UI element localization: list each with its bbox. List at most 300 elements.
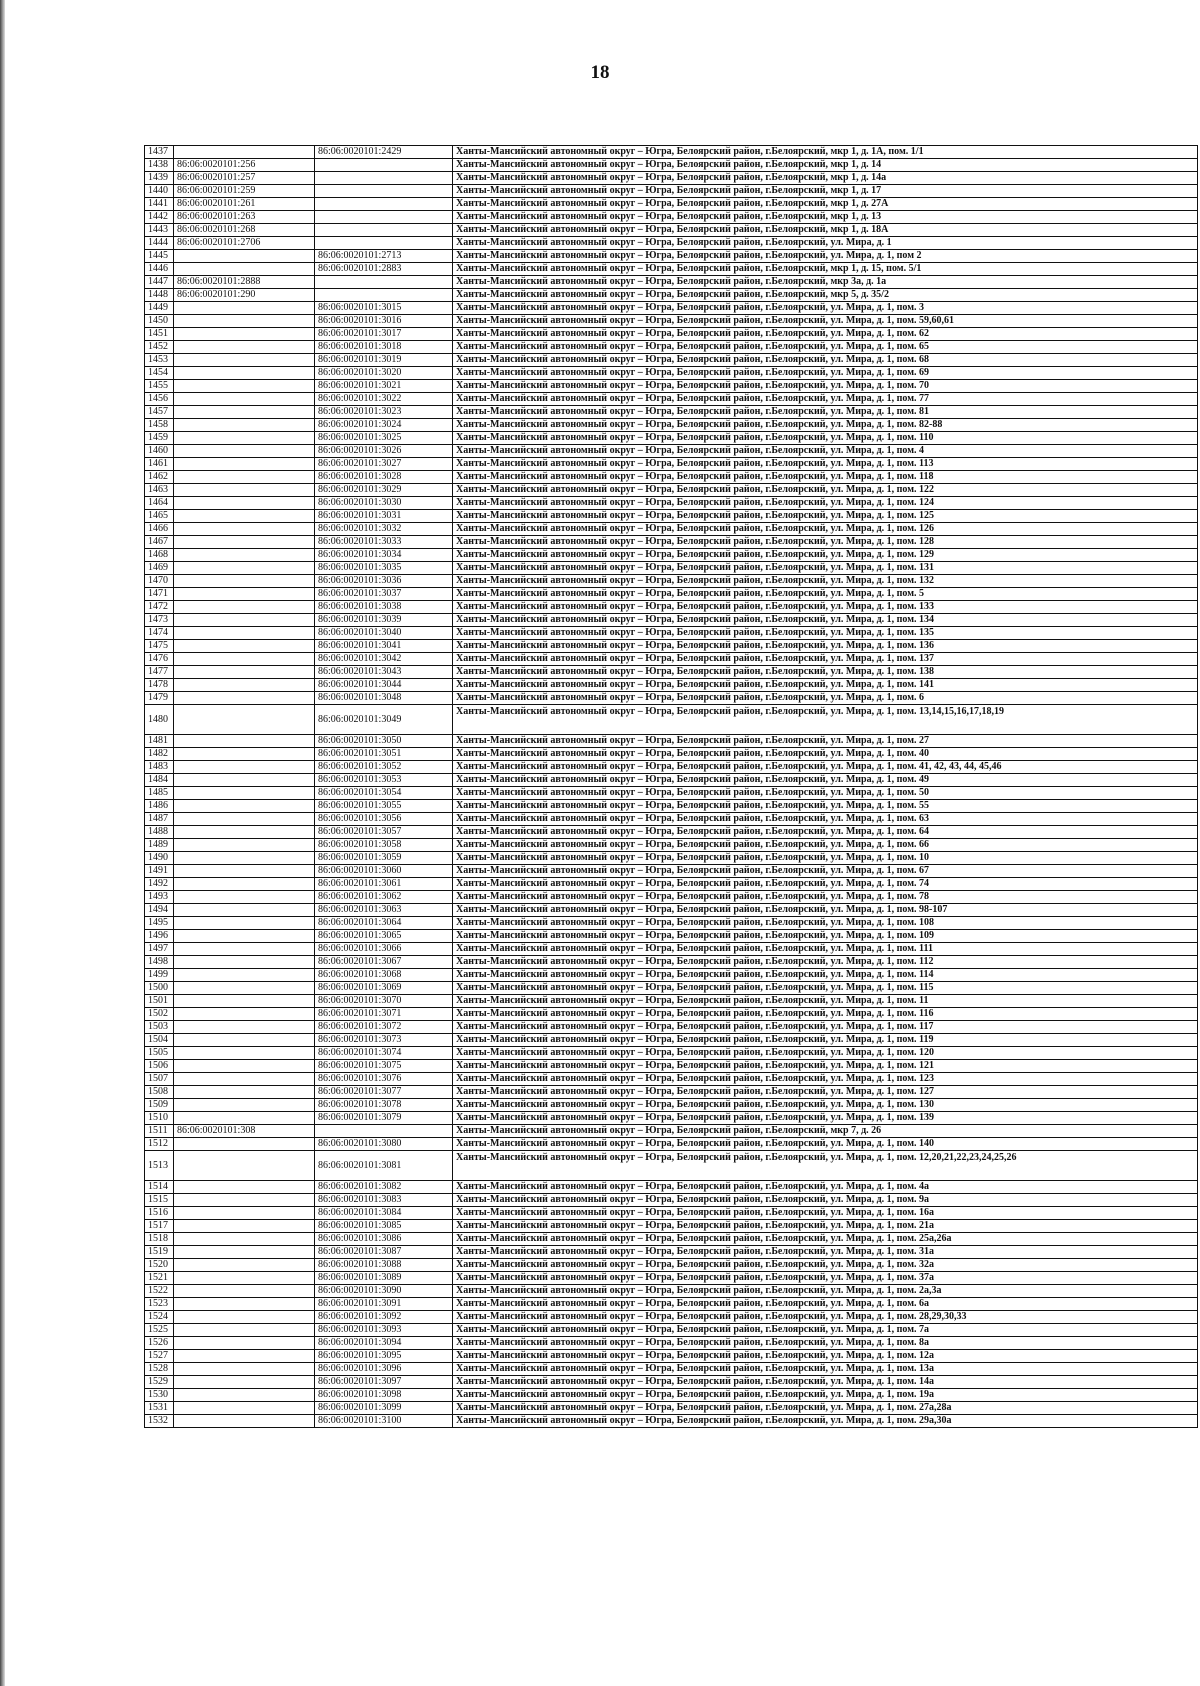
row-number-cell: 1492: [145, 878, 174, 891]
address-cell: Ханты-Мансийский автономный округ – Югра, Белоярский район, г.Белоярский, ул. Мира, д. 1, пом 2: [453, 250, 1198, 263]
table-row: [145, 735, 1198, 748]
land-cadastral-number-cell: [174, 748, 315, 761]
row-number-cell: 1447: [145, 276, 174, 289]
land-cadastral-number-cell: [174, 666, 315, 679]
premises-cadastral-number-cell: 86:06:0020101:3051: [315, 748, 453, 761]
land-cadastral-number-cell: [174, 510, 315, 523]
table-row: [145, 1181, 1198, 1194]
table-row: [145, 1194, 1198, 1207]
table-row: [145, 1021, 1198, 1034]
table-row: [145, 328, 1198, 341]
land-cadastral-number-cell: [174, 328, 315, 341]
land-cadastral-number-cell: [174, 315, 315, 328]
address-cell: Ханты-Мансийский автономный округ – Югра, Белоярский район, г.Белоярский, мкр 5, д. 35/2: [453, 289, 1198, 302]
premises-cadastral-number-cell: 86:06:0020101:3076: [315, 1073, 453, 1086]
address-cell: Ханты-Мансийский автономный округ – Югра, Белоярский район, г.Белоярский, ул. Мира, д. 1, пом. 12а: [453, 1350, 1198, 1363]
address-cell: Ханты-Мансийский автономный округ – Югра, Белоярский район, г.Белоярский, мкр 1, д. 27А: [453, 198, 1198, 211]
premises-cadastral-number-cell: 86:06:0020101:3015: [315, 302, 453, 315]
table-row: [145, 956, 1198, 969]
table-row: [145, 1060, 1198, 1073]
row-number-cell: 1506: [145, 1060, 174, 1073]
premises-cadastral-number-cell: 86:06:0020101:3032: [315, 523, 453, 536]
address-cell: Ханты-Мансийский автономный округ – Югра, Белоярский район, г.Белоярский, ул. Мира, д. 1, пом. 55: [453, 800, 1198, 813]
address-cell: Ханты-Мансийский автономный округ – Югра, Белоярский район, г.Белоярский, мкр 1, д. 14: [453, 159, 1198, 172]
row-number-cell: 1522: [145, 1285, 174, 1298]
table-row: [145, 419, 1198, 432]
premises-cadastral-number-cell: 86:06:0020101:3087: [315, 1246, 453, 1259]
row-number-cell: 1472: [145, 601, 174, 614]
land-cadastral-number-cell: [174, 1086, 315, 1099]
premises-cadastral-number-cell: 86:06:0020101:3084: [315, 1207, 453, 1220]
table-row: [145, 826, 1198, 839]
row-number-cell: 1503: [145, 1021, 174, 1034]
row-number-cell: 1441: [145, 198, 174, 211]
table-row: [145, 211, 1198, 224]
premises-cadastral-number-cell: 86:06:0020101:3069: [315, 982, 453, 995]
table-row: [145, 1099, 1198, 1112]
address-cell: Ханты-Мансийский автономный округ – Югра, Белоярский район, г.Белоярский, ул. Мира, д. 1, пом. 50: [453, 787, 1198, 800]
address-cell: Ханты-Мансийский автономный округ – Югра, Белоярский район, г.Белоярский, ул. Мира, д. 1, пом. 137: [453, 653, 1198, 666]
land-cadastral-number-cell: [174, 761, 315, 774]
table-row: [145, 1112, 1198, 1125]
address-cell: Ханты-Мансийский автономный округ – Югра, Белоярский район, г.Белоярский, ул. Мира, д. 1, пом. 114: [453, 969, 1198, 982]
premises-cadastral-number-cell: 86:06:0020101:3030: [315, 497, 453, 510]
land-cadastral-number-cell: [174, 969, 315, 982]
premises-cadastral-number-cell: 86:06:0020101:3041: [315, 640, 453, 653]
address-cell: Ханты-Мансийский автономный округ – Югра, Белоярский район, г.Белоярский, ул. Мира, д. 1, пом. 41, 42, 43, 44, 45,46: [453, 761, 1198, 774]
table-row: [145, 640, 1198, 653]
address-cell: Ханты-Мансийский автономный округ – Югра, Белоярский район, г.Белоярский, ул. Мира, д. 1, пом. 130: [453, 1099, 1198, 1112]
address-cell: Ханты-Мансийский автономный округ – Югра, Белоярский район, г.Белоярский, ул. Мира, д. 1, пом. 118: [453, 471, 1198, 484]
table-row: [145, 575, 1198, 588]
row-number-cell: 1479: [145, 692, 174, 705]
table-row: [145, 614, 1198, 627]
table-row: [145, 852, 1198, 865]
address-cell: Ханты-Мансийский автономный округ – Югра, Белоярский район, г.Белоярский, ул. Мира, д. 1, пом. 7а: [453, 1324, 1198, 1337]
address-cell: Ханты-Мансийский автономный округ – Югра, Белоярский район, г.Белоярский, ул. Мира, д. 1, пом. 19а: [453, 1389, 1198, 1402]
land-cadastral-number-cell: [174, 1099, 315, 1112]
table-row: [145, 315, 1198, 328]
address-cell: Ханты-Мансийский автономный округ – Югра, Белоярский район, г.Белоярский, ул. Мира, д. 1, пом. 117: [453, 1021, 1198, 1034]
page-number: 18: [590, 62, 610, 83]
table-row: [145, 943, 1198, 956]
row-number-cell: 1513: [145, 1151, 174, 1181]
address-cell: Ханты-Мансийский автономный округ – Югра, Белоярский район, г.Белоярский, ул. Мира, д. 1, пом. 110: [453, 432, 1198, 445]
row-number-cell: 1490: [145, 852, 174, 865]
address-cell: Ханты-Мансийский автономный округ – Югра, Белоярский район, г.Белоярский, ул. Мира, д. 1, пом. 125: [453, 510, 1198, 523]
premises-cadastral-number-cell: 86:06:0020101:3040: [315, 627, 453, 640]
table-row: [145, 995, 1198, 1008]
address-cell: Ханты-Мансийский автономный округ – Югра, Белоярский район, г.Белоярский, ул. Мира, д. 1, пом. 120: [453, 1047, 1198, 1060]
row-number-cell: 1482: [145, 748, 174, 761]
land-cadastral-number-cell: 86:06:0020101:290: [174, 289, 315, 302]
premises-cadastral-number-cell: 86:06:0020101:3039: [315, 614, 453, 627]
address-cell: Ханты-Мансийский автономный округ – Югра, Белоярский район, г.Белоярский, ул. Мира, д. 1, пом. 131: [453, 562, 1198, 575]
land-cadastral-number-cell: [174, 1233, 315, 1246]
premises-cadastral-number-cell: 86:06:0020101:3035: [315, 562, 453, 575]
land-cadastral-number-cell: [174, 800, 315, 813]
row-number-cell: 1442: [145, 211, 174, 224]
premises-cadastral-number-cell: 86:06:0020101:3067: [315, 956, 453, 969]
land-cadastral-number-cell: [174, 1112, 315, 1125]
land-cadastral-number-cell: [174, 146, 315, 159]
premises-cadastral-number-cell: 86:06:0020101:3057: [315, 826, 453, 839]
row-number-cell: 1521: [145, 1272, 174, 1285]
row-number-cell: 1493: [145, 891, 174, 904]
premises-cadastral-number-cell: 86:06:0020101:3022: [315, 393, 453, 406]
row-number-cell: 1499: [145, 969, 174, 982]
table-row: [145, 891, 1198, 904]
row-number-cell: 1530: [145, 1389, 174, 1402]
premises-cadastral-number-cell: 86:06:0020101:3025: [315, 432, 453, 445]
table-row: [145, 692, 1198, 705]
row-number-cell: 1514: [145, 1181, 174, 1194]
table-row: [145, 458, 1198, 471]
premises-cadastral-number-cell: 86:06:0020101:3023: [315, 406, 453, 419]
address-cell: Ханты-Мансийский автономный округ – Югра, Белоярский район, г.Белоярский, ул. Мира, д. 1, пом. 111: [453, 943, 1198, 956]
table-row: [145, 1073, 1198, 1086]
address-cell: Ханты-Мансийский автономный округ – Югра, Белоярский район, г.Белоярский, мкр 1, д. 1А, пом. 1/1: [453, 146, 1198, 159]
land-cadastral-number-cell: [174, 653, 315, 666]
land-cadastral-number-cell: [174, 406, 315, 419]
address-cell: Ханты-Мансийский автономный округ – Югра, Белоярский район, г.Белоярский, ул. Мира, д. 1, пом. 63: [453, 813, 1198, 826]
table-row: [145, 432, 1198, 445]
address-cell: Ханты-Мансийский автономный округ – Югра, Белоярский район, г.Белоярский, ул. Мира, д. 1, пом. 82-88: [453, 419, 1198, 432]
table-row: [145, 1138, 1198, 1151]
table-row: [145, 1298, 1198, 1311]
table-row: [145, 588, 1198, 601]
land-cadastral-number-cell: [174, 705, 315, 735]
address-cell: Ханты-Мансийский автономный округ – Югра, Белоярский район, г.Белоярский, ул. Мира, д. 1, пом. 139: [453, 1112, 1198, 1125]
premises-cadastral-number-cell: [315, 159, 453, 172]
row-number-cell: 1524: [145, 1311, 174, 1324]
land-cadastral-number-cell: [174, 1272, 315, 1285]
premises-cadastral-number-cell: 86:06:0020101:3083: [315, 1194, 453, 1207]
row-number-cell: 1470: [145, 575, 174, 588]
row-number-cell: 1478: [145, 679, 174, 692]
table-row: [145, 562, 1198, 575]
premises-cadastral-number-cell: 86:06:0020101:2713: [315, 250, 453, 263]
address-cell: Ханты-Мансийский автономный округ – Югра, Белоярский район, г.Белоярский, ул. Мира, д. 1, пом. 59,60,61: [453, 315, 1198, 328]
table-row: [145, 666, 1198, 679]
land-cadastral-number-cell: [174, 250, 315, 263]
premises-cadastral-number-cell: [315, 211, 453, 224]
premises-cadastral-number-cell: 86:06:0020101:3078: [315, 1099, 453, 1112]
land-cadastral-number-cell: [174, 1220, 315, 1233]
land-cadastral-number-cell: [174, 1246, 315, 1259]
premises-cadastral-number-cell: [315, 198, 453, 211]
table-row: [145, 1207, 1198, 1220]
table-row: [145, 341, 1198, 354]
land-cadastral-number-cell: [174, 982, 315, 995]
address-cell: Ханты-Мансийский автономный округ – Югра, Белоярский район, г.Белоярский, ул. Мира, д. 1, пом. 126: [453, 523, 1198, 536]
row-number-cell: 1445: [145, 250, 174, 263]
land-cadastral-number-cell: [174, 1324, 315, 1337]
row-number-cell: 1440: [145, 185, 174, 198]
premises-cadastral-number-cell: 86:06:0020101:2429: [315, 146, 453, 159]
row-number-cell: 1459: [145, 432, 174, 445]
address-cell: Ханты-Мансийский автономный округ – Югра, Белоярский район, г.Белоярский, ул. Мира, д. 1, пом. 68: [453, 354, 1198, 367]
premises-cadastral-number-cell: 86:06:0020101:3080: [315, 1138, 453, 1151]
row-number-cell: 1488: [145, 826, 174, 839]
address-cell: Ханты-Мансийский автономный округ – Югра, Белоярский район, г.Белоярский, мкр 7, д. 26: [453, 1125, 1198, 1138]
row-number-cell: 1473: [145, 614, 174, 627]
row-number-cell: 1477: [145, 666, 174, 679]
table-row: [145, 904, 1198, 917]
land-cadastral-number-cell: [174, 1337, 315, 1350]
row-number-cell: 1455: [145, 380, 174, 393]
address-cell: Ханты-Мансийский автономный округ – Югра, Белоярский район, г.Белоярский, ул. Мира, д. 1, пом. 3: [453, 302, 1198, 315]
premises-cadastral-number-cell: 86:06:0020101:3016: [315, 315, 453, 328]
premises-cadastral-number-cell: 86:06:0020101:3018: [315, 341, 453, 354]
land-cadastral-number-cell: [174, 341, 315, 354]
land-cadastral-number-cell: [174, 692, 315, 705]
address-cell: Ханты-Мансийский автономный округ – Югра, Белоярский район, г.Белоярский, ул. Мира, д. 1, пом. 136: [453, 640, 1198, 653]
table-row: [145, 263, 1198, 276]
table-row: [145, 497, 1198, 510]
premises-cadastral-number-cell: 86:06:0020101:3036: [315, 575, 453, 588]
row-number-cell: 1528: [145, 1363, 174, 1376]
row-number-cell: 1507: [145, 1073, 174, 1086]
premises-cadastral-number-cell: 86:06:0020101:3033: [315, 536, 453, 549]
row-number-cell: 1485: [145, 787, 174, 800]
land-cadastral-number-cell: [174, 1034, 315, 1047]
land-cadastral-number-cell: [174, 878, 315, 891]
land-cadastral-number-cell: [174, 1047, 315, 1060]
land-cadastral-number-cell: [174, 497, 315, 510]
land-cadastral-number-cell: [174, 458, 315, 471]
table-row: [145, 705, 1198, 735]
row-number-cell: 1504: [145, 1034, 174, 1047]
row-number-cell: 1491: [145, 865, 174, 878]
land-cadastral-number-cell: [174, 1376, 315, 1389]
table-row: [145, 250, 1198, 263]
address-cell: Ханты-Мансийский автономный округ – Югра, Белоярский район, г.Белоярский, ул. Мира, д. 1, пом. 135: [453, 627, 1198, 640]
premises-cadastral-number-cell: 86:06:0020101:3060: [315, 865, 453, 878]
table-row: [145, 969, 1198, 982]
row-number-cell: 1505: [145, 1047, 174, 1060]
land-cadastral-number-cell: [174, 536, 315, 549]
land-cadastral-number-cell: [174, 445, 315, 458]
premises-cadastral-number-cell: 86:06:0020101:3062: [315, 891, 453, 904]
premises-cadastral-number-cell: 86:06:0020101:3049: [315, 705, 453, 735]
row-number-cell: 1481: [145, 735, 174, 748]
land-cadastral-number-cell: [174, 735, 315, 748]
premises-cadastral-number-cell: 86:06:0020101:3028: [315, 471, 453, 484]
address-cell: Ханты-Мансийский автономный округ – Югра, Белоярский район, г.Белоярский, ул. Мира, д. 1, пом. 9а: [453, 1194, 1198, 1207]
premises-cadastral-number-cell: 86:06:0020101:3044: [315, 679, 453, 692]
premises-cadastral-number-cell: 86:06:0020101:3058: [315, 839, 453, 852]
table-row: [145, 679, 1198, 692]
table-row: [145, 1350, 1198, 1363]
premises-cadastral-number-cell: 86:06:0020101:3086: [315, 1233, 453, 1246]
premises-cadastral-number-cell: [315, 276, 453, 289]
table-row: [145, 1086, 1198, 1099]
table-row: [145, 865, 1198, 878]
premises-cadastral-number-cell: 86:06:0020101:3052: [315, 761, 453, 774]
premises-cadastral-number-cell: 86:06:0020101:3090: [315, 1285, 453, 1298]
table-row: [145, 1415, 1198, 1428]
table-row: [145, 878, 1198, 891]
register-table: [144, 145, 1198, 1428]
premises-cadastral-number-cell: 86:06:0020101:3100: [315, 1415, 453, 1428]
address-cell: Ханты-Мансийский автономный округ – Югра, Белоярский район, г.Белоярский, ул. Мира, д. 1, пом. 49: [453, 774, 1198, 787]
row-number-cell: 1450: [145, 315, 174, 328]
land-cadastral-number-cell: [174, 839, 315, 852]
premises-cadastral-number-cell: [315, 224, 453, 237]
premises-cadastral-number-cell: 86:06:0020101:3054: [315, 787, 453, 800]
premises-cadastral-number-cell: 86:06:0020101:3059: [315, 852, 453, 865]
land-cadastral-number-cell: [174, 263, 315, 276]
table-row: [145, 627, 1198, 640]
row-number-cell: 1489: [145, 839, 174, 852]
land-cadastral-number-cell: [174, 1298, 315, 1311]
table-row: [145, 523, 1198, 536]
premises-cadastral-number-cell: 86:06:0020101:3031: [315, 510, 453, 523]
table-row: [145, 471, 1198, 484]
row-number-cell: 1471: [145, 588, 174, 601]
premises-cadastral-number-cell: [315, 1125, 453, 1138]
row-number-cell: 1464: [145, 497, 174, 510]
row-number-cell: 1462: [145, 471, 174, 484]
land-cadastral-number-cell: [174, 588, 315, 601]
row-number-cell: 1480: [145, 705, 174, 735]
address-cell: Ханты-Мансийский автономный округ – Югра, Белоярский район, г.Белоярский, ул. Мира, д. 1, пом. 21а: [453, 1220, 1198, 1233]
row-number-cell: 1497: [145, 943, 174, 956]
address-cell: Ханты-Мансийский автономный округ – Югра, Белоярский район, г.Белоярский, ул. Мира, д. 1, пом. 74: [453, 878, 1198, 891]
table-row: [145, 289, 1198, 302]
address-cell: Ханты-Мансийский автономный округ – Югра, Белоярский район, г.Белоярский, ул. Мира, д. 1, пом. 134: [453, 614, 1198, 627]
address-cell: Ханты-Мансийский автономный округ – Югра, Белоярский район, г.Белоярский, ул. Мира, д. 1, пом. 6: [453, 692, 1198, 705]
premises-cadastral-number-cell: 86:06:0020101:3063: [315, 904, 453, 917]
land-cadastral-number-cell: [174, 575, 315, 588]
land-cadastral-number-cell: 86:06:0020101:308: [174, 1125, 315, 1138]
premises-cadastral-number-cell: 86:06:0020101:3055: [315, 800, 453, 813]
land-cadastral-number-cell: [174, 354, 315, 367]
address-cell: Ханты-Мансийский автономный округ – Югра, Белоярский район, г.Белоярский, ул. Мира, д. 1, пом. 138: [453, 666, 1198, 679]
land-cadastral-number-cell: [174, 1073, 315, 1086]
table-row: [145, 484, 1198, 497]
land-cadastral-number-cell: [174, 432, 315, 445]
address-cell: Ханты-Мансийский автономный округ – Югра, Белоярский район, г.Белоярский, ул. Мира, д. 1, пом. 77: [453, 393, 1198, 406]
land-cadastral-number-cell: [174, 484, 315, 497]
premises-cadastral-number-cell: 86:06:0020101:3053: [315, 774, 453, 787]
land-cadastral-number-cell: [174, 1207, 315, 1220]
land-cadastral-number-cell: 86:06:0020101:257: [174, 172, 315, 185]
table-row: [145, 1324, 1198, 1337]
row-number-cell: 1466: [145, 523, 174, 536]
address-cell: Ханты-Мансийский автономный округ – Югра, Белоярский район, г.Белоярский, мкр 1, д. 18А: [453, 224, 1198, 237]
row-number-cell: 1511: [145, 1125, 174, 1138]
premises-cadastral-number-cell: 86:06:0020101:3070: [315, 995, 453, 1008]
address-cell: Ханты-Мансийский автономный округ – Югра, Белоярский район, г.Белоярский, ул. Мира, д. 1, пом. 65: [453, 341, 1198, 354]
premises-cadastral-number-cell: 86:06:0020101:3068: [315, 969, 453, 982]
land-cadastral-number-cell: [174, 865, 315, 878]
land-cadastral-number-cell: [174, 471, 315, 484]
row-number-cell: 1525: [145, 1324, 174, 1337]
row-number-cell: 1474: [145, 627, 174, 640]
address-cell: Ханты-Мансийский автономный округ – Югра, Белоярский район, г.Белоярский, ул. Мира, д. 1, пом. 62: [453, 328, 1198, 341]
row-number-cell: 1498: [145, 956, 174, 969]
row-number-cell: 1531: [145, 1402, 174, 1415]
address-cell: Ханты-Мансийский автономный округ – Югра, Белоярский район, г.Белоярский, ул. Мира, д. 1, пом. 32а: [453, 1259, 1198, 1272]
land-cadastral-number-cell: [174, 523, 315, 536]
land-cadastral-number-cell: [174, 601, 315, 614]
land-cadastral-number-cell: [174, 1311, 315, 1324]
premises-cadastral-number-cell: [315, 289, 453, 302]
land-cadastral-number-cell: [174, 956, 315, 969]
premises-cadastral-number-cell: 86:06:0020101:3093: [315, 1324, 453, 1337]
table-row: [145, 1034, 1198, 1047]
row-number-cell: 1469: [145, 562, 174, 575]
table-row: [145, 1246, 1198, 1259]
premises-cadastral-number-cell: 86:06:0020101:3019: [315, 354, 453, 367]
address-cell: Ханты-Мансийский автономный округ – Югра, Белоярский район, г.Белоярский, ул. Мира, д. 1, пом. 16а: [453, 1207, 1198, 1220]
address-cell: Ханты-Мансийский автономный округ – Югра, Белоярский район, г.Белоярский, ул. Мира, д. 1, пом. 25а,26а: [453, 1233, 1198, 1246]
address-cell: Ханты-Мансийский автономный округ – Югра, Белоярский район, г.Белоярский, ул. Мира, д. 1, пом. 133: [453, 601, 1198, 614]
table-row: [145, 1285, 1198, 1298]
row-number-cell: 1453: [145, 354, 174, 367]
premises-cadastral-number-cell: 86:06:0020101:3095: [315, 1350, 453, 1363]
table-row: [145, 172, 1198, 185]
table-row: [145, 839, 1198, 852]
premises-cadastral-number-cell: 86:06:0020101:3029: [315, 484, 453, 497]
table-row: [145, 1337, 1198, 1350]
row-number-cell: 1515: [145, 1194, 174, 1207]
premises-cadastral-number-cell: 86:06:0020101:3092: [315, 1311, 453, 1324]
table-row: [145, 393, 1198, 406]
row-number-cell: 1512: [145, 1138, 174, 1151]
land-cadastral-number-cell: 86:06:0020101:256: [174, 159, 315, 172]
table-row: [145, 445, 1198, 458]
land-cadastral-number-cell: [174, 930, 315, 943]
table-row: [145, 1402, 1198, 1415]
premises-cadastral-number-cell: 86:06:0020101:3099: [315, 1402, 453, 1415]
premises-cadastral-number-cell: 86:06:0020101:3066: [315, 943, 453, 956]
premises-cadastral-number-cell: 86:06:0020101:3064: [315, 917, 453, 930]
address-cell: Ханты-Мансийский автономный округ – Югра, Белоярский район, г.Белоярский, ул. Мира, д. 1, пом. 27: [453, 735, 1198, 748]
premises-cadastral-number-cell: 86:06:0020101:3077: [315, 1086, 453, 1099]
premises-cadastral-number-cell: 86:06:0020101:3024: [315, 419, 453, 432]
address-cell: Ханты-Мансийский автономный округ – Югра, Белоярский район, г.Белоярский, ул. Мира, д. 1, пом. 109: [453, 930, 1198, 943]
address-cell: Ханты-Мансийский автономный округ – Югра, Белоярский район, г.Белоярский, ул. Мира, д. 1, пом. 8а: [453, 1337, 1198, 1350]
address-cell: Ханты-Мансийский автономный округ – Югра, Белоярский район, г.Белоярский, мкр 1, д. 13: [453, 211, 1198, 224]
address-cell: Ханты-Мансийский автономный округ – Югра, Белоярский район, г.Белоярский, ул. Мира, д. 1, пом. 140: [453, 1138, 1198, 1151]
land-cadastral-number-cell: [174, 419, 315, 432]
table-row: [145, 1151, 1198, 1181]
row-number-cell: 1502: [145, 1008, 174, 1021]
address-cell: Ханты-Мансийский автономный округ – Югра, Белоярский район, г.Белоярский, ул. Мира, д. 1, пом. 4а: [453, 1181, 1198, 1194]
land-cadastral-number-cell: 86:06:0020101:2706: [174, 237, 315, 250]
address-cell: Ханты-Мансийский автономный округ – Югра, Белоярский район, г.Белоярский, ул. Мира, д. 1, пом. 98-107: [453, 904, 1198, 917]
row-number-cell: 1487: [145, 813, 174, 826]
address-cell: Ханты-Мансийский автономный округ – Югра, Белоярский район, г.Белоярский, ул. Мира, д. 1, пом. 129: [453, 549, 1198, 562]
land-cadastral-number-cell: [174, 1415, 315, 1428]
land-cadastral-number-cell: [174, 852, 315, 865]
land-cadastral-number-cell: 86:06:0020101:263: [174, 211, 315, 224]
row-number-cell: 1467: [145, 536, 174, 549]
premises-cadastral-number-cell: 86:06:0020101:3065: [315, 930, 453, 943]
table-row: [145, 601, 1198, 614]
premises-cadastral-number-cell: 86:06:0020101:3037: [315, 588, 453, 601]
address-cell: Ханты-Мансийский автономный округ – Югра, Белоярский район, г.Белоярский, ул. Мира, д. 1, пом. 14а: [453, 1376, 1198, 1389]
address-cell: Ханты-Мансийский автономный округ – Югра, Белоярский район, г.Белоярский, ул. Мира, д. 1, пом. 141: [453, 679, 1198, 692]
row-number-cell: 1448: [145, 289, 174, 302]
address-cell: Ханты-Мансийский автономный округ – Югра, Белоярский район, г.Белоярский, ул. Мира, д. 1, пом. 13а: [453, 1363, 1198, 1376]
row-number-cell: 1444: [145, 237, 174, 250]
row-number-cell: 1495: [145, 917, 174, 930]
address-cell: Ханты-Мансийский автономный округ – Югра, Белоярский район, г.Белоярский, ул. Мира, д. 1, пом. 78: [453, 891, 1198, 904]
